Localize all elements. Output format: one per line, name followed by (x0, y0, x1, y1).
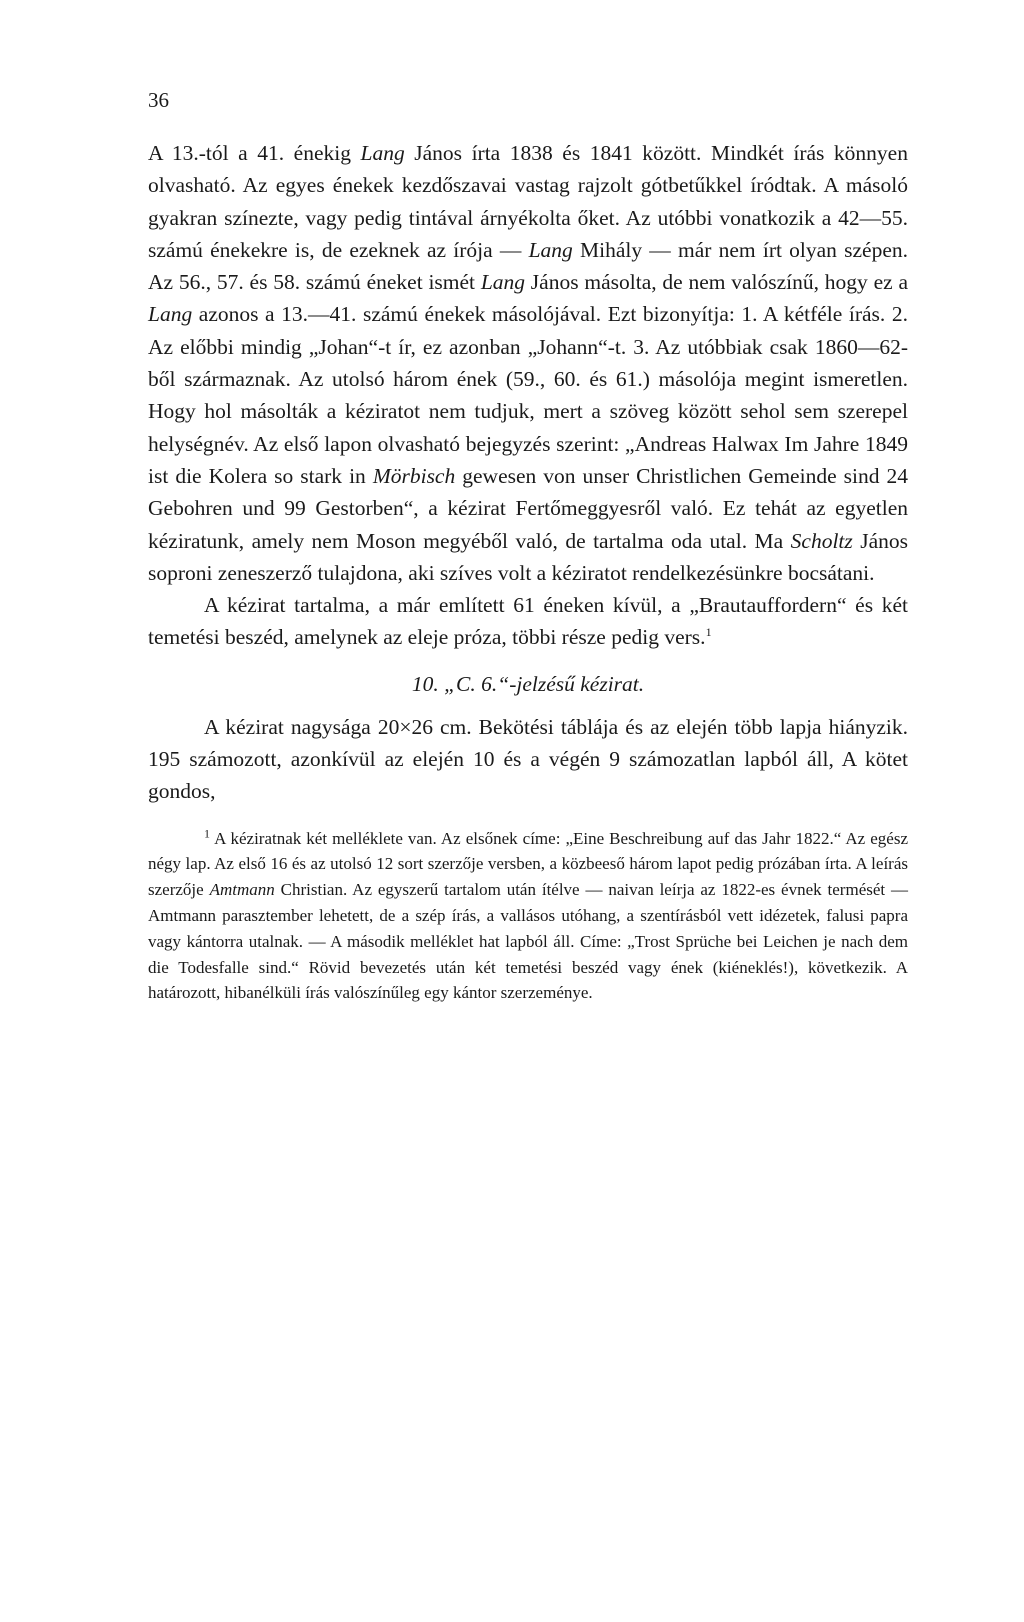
paragraph (148, 711, 908, 808)
text-run: A kézirat tartalma, a már említett 61 éneken kívül, a „Brautauffordern“ és két temetési beszéd, amelynek az eleje próza, többi része pedig vers. (148, 593, 908, 650)
footnote-marker: 1 (705, 625, 712, 640)
footnote (148, 826, 908, 1007)
paragraph (148, 137, 908, 589)
text-run: Mihály — már nem írt olyan szépen. Az 56., 57. és 58. számú éneket ismét (148, 237, 909, 295)
footnote-marker: 1 (204, 825, 210, 840)
page-number: 36 (148, 88, 169, 112)
italic-text: Scholtz (790, 528, 853, 553)
text-run: János soproni zeneszerző tulajdona, aki szíves volt a kéziratot rendelkezésünkre bocsátani. (148, 528, 909, 585)
text-run: A kézirat nagysága 20×26 cm. Bekötési táblája és az elején több lapja hiányzik. 195 számozott, azonkívül az elején 10 és a végén 9 számozatlan lapból áll, A kötet gondos, (148, 714, 908, 804)
paragraph (148, 589, 908, 654)
section-heading: 10. „C. 6.“-jelzésű kézirat. (411, 671, 645, 696)
italic-text: Lang (528, 237, 573, 262)
text-run: Christian. Az egyszerű tartalom után ítélve — naivan leírja az 1822-es évnek termését — Amtmann parasztember lehetett, de a szép írás, a vallásos utóhang, a szentírásból vett idézetek, falusi papra vagy kántorra utalnak. — A második melléklet hat lapból áll. Címe: „Trost Sprüche bei Leichen je nach dem die Todesfalle sind.“ Rövid bevezetés után két temetési beszéd vagy ének (kiéneklés!), következik. A határozott, hibanélküli írás valószínűleg egy kántor szerzeménye. (148, 880, 909, 1003)
body-text-upper (148, 137, 908, 654)
text-run: János írta 1838 és 1841 között. Mindkét írás könnyen olvasható. Az egyes énekek kezdőszavai vastag rajzolt gótbetűkkel íródtak. A másoló gyakran színezte, vagy pedig tintával árnyékolta őket. Az utóbbi vonatkozik a 42—55. számú énekekre is, de ezeknek az írója — (148, 141, 908, 262)
text-run: azonos a 13.—41. számú énekek másolójával. Ezt bizonyítja: 1. A kétféle írás. 2. Az előbbi mindig „Johan“-t ír, ez azonban „Johann“-t. 3. Az utóbbiak csak 1860—62-ből származnak. Az utolsó három ének (59., 60. és 61.) másolója megint ismeretlen. Hogy hol másolták a kéziratot nem tudjuk, mert a szöveg között sehol sem szerepel helységnév. Az első lapon olvasható bejegyzés szerint: „Andreas Halwax Im Jahre 1849 ist die Kolera so stark in (148, 302, 908, 488)
text-run: A kéziratnak két melléklete van. Az elsőnek címe: „Eine Beschreibung auf das Jahr 1822.“ Az egész négy lap. Az első 16 és az utolsó 12 sort szerzője versben, a közbeeső három lapot pedig prózában írta. A leírás szerzője (148, 828, 908, 900)
italic-text: Amtmann (209, 880, 275, 900)
italic-text: Mörbisch (372, 463, 456, 488)
text-run: A 13.-tól a 41. énekig (148, 141, 361, 165)
italic-text: Lang (148, 302, 193, 327)
document-page (148, 88, 908, 1006)
italic-text: Lang (480, 270, 526, 295)
body-text-lower (148, 711, 908, 808)
italic-text: Lang (360, 141, 405, 165)
text-run: János másolta, de nem valószínű, hogy ez a (525, 270, 908, 295)
text-run: gewesen von unser Christlichen Gemeinde sind 24 Gebohren und 99 Gestorben“, a kézirat Fertőmeggyesről való. Ez tehát az egyetlen kéziratunk, amely nem Moson megyéből való, de tartalma oda utal. Ma (148, 463, 908, 553)
footnotes (148, 826, 908, 1007)
